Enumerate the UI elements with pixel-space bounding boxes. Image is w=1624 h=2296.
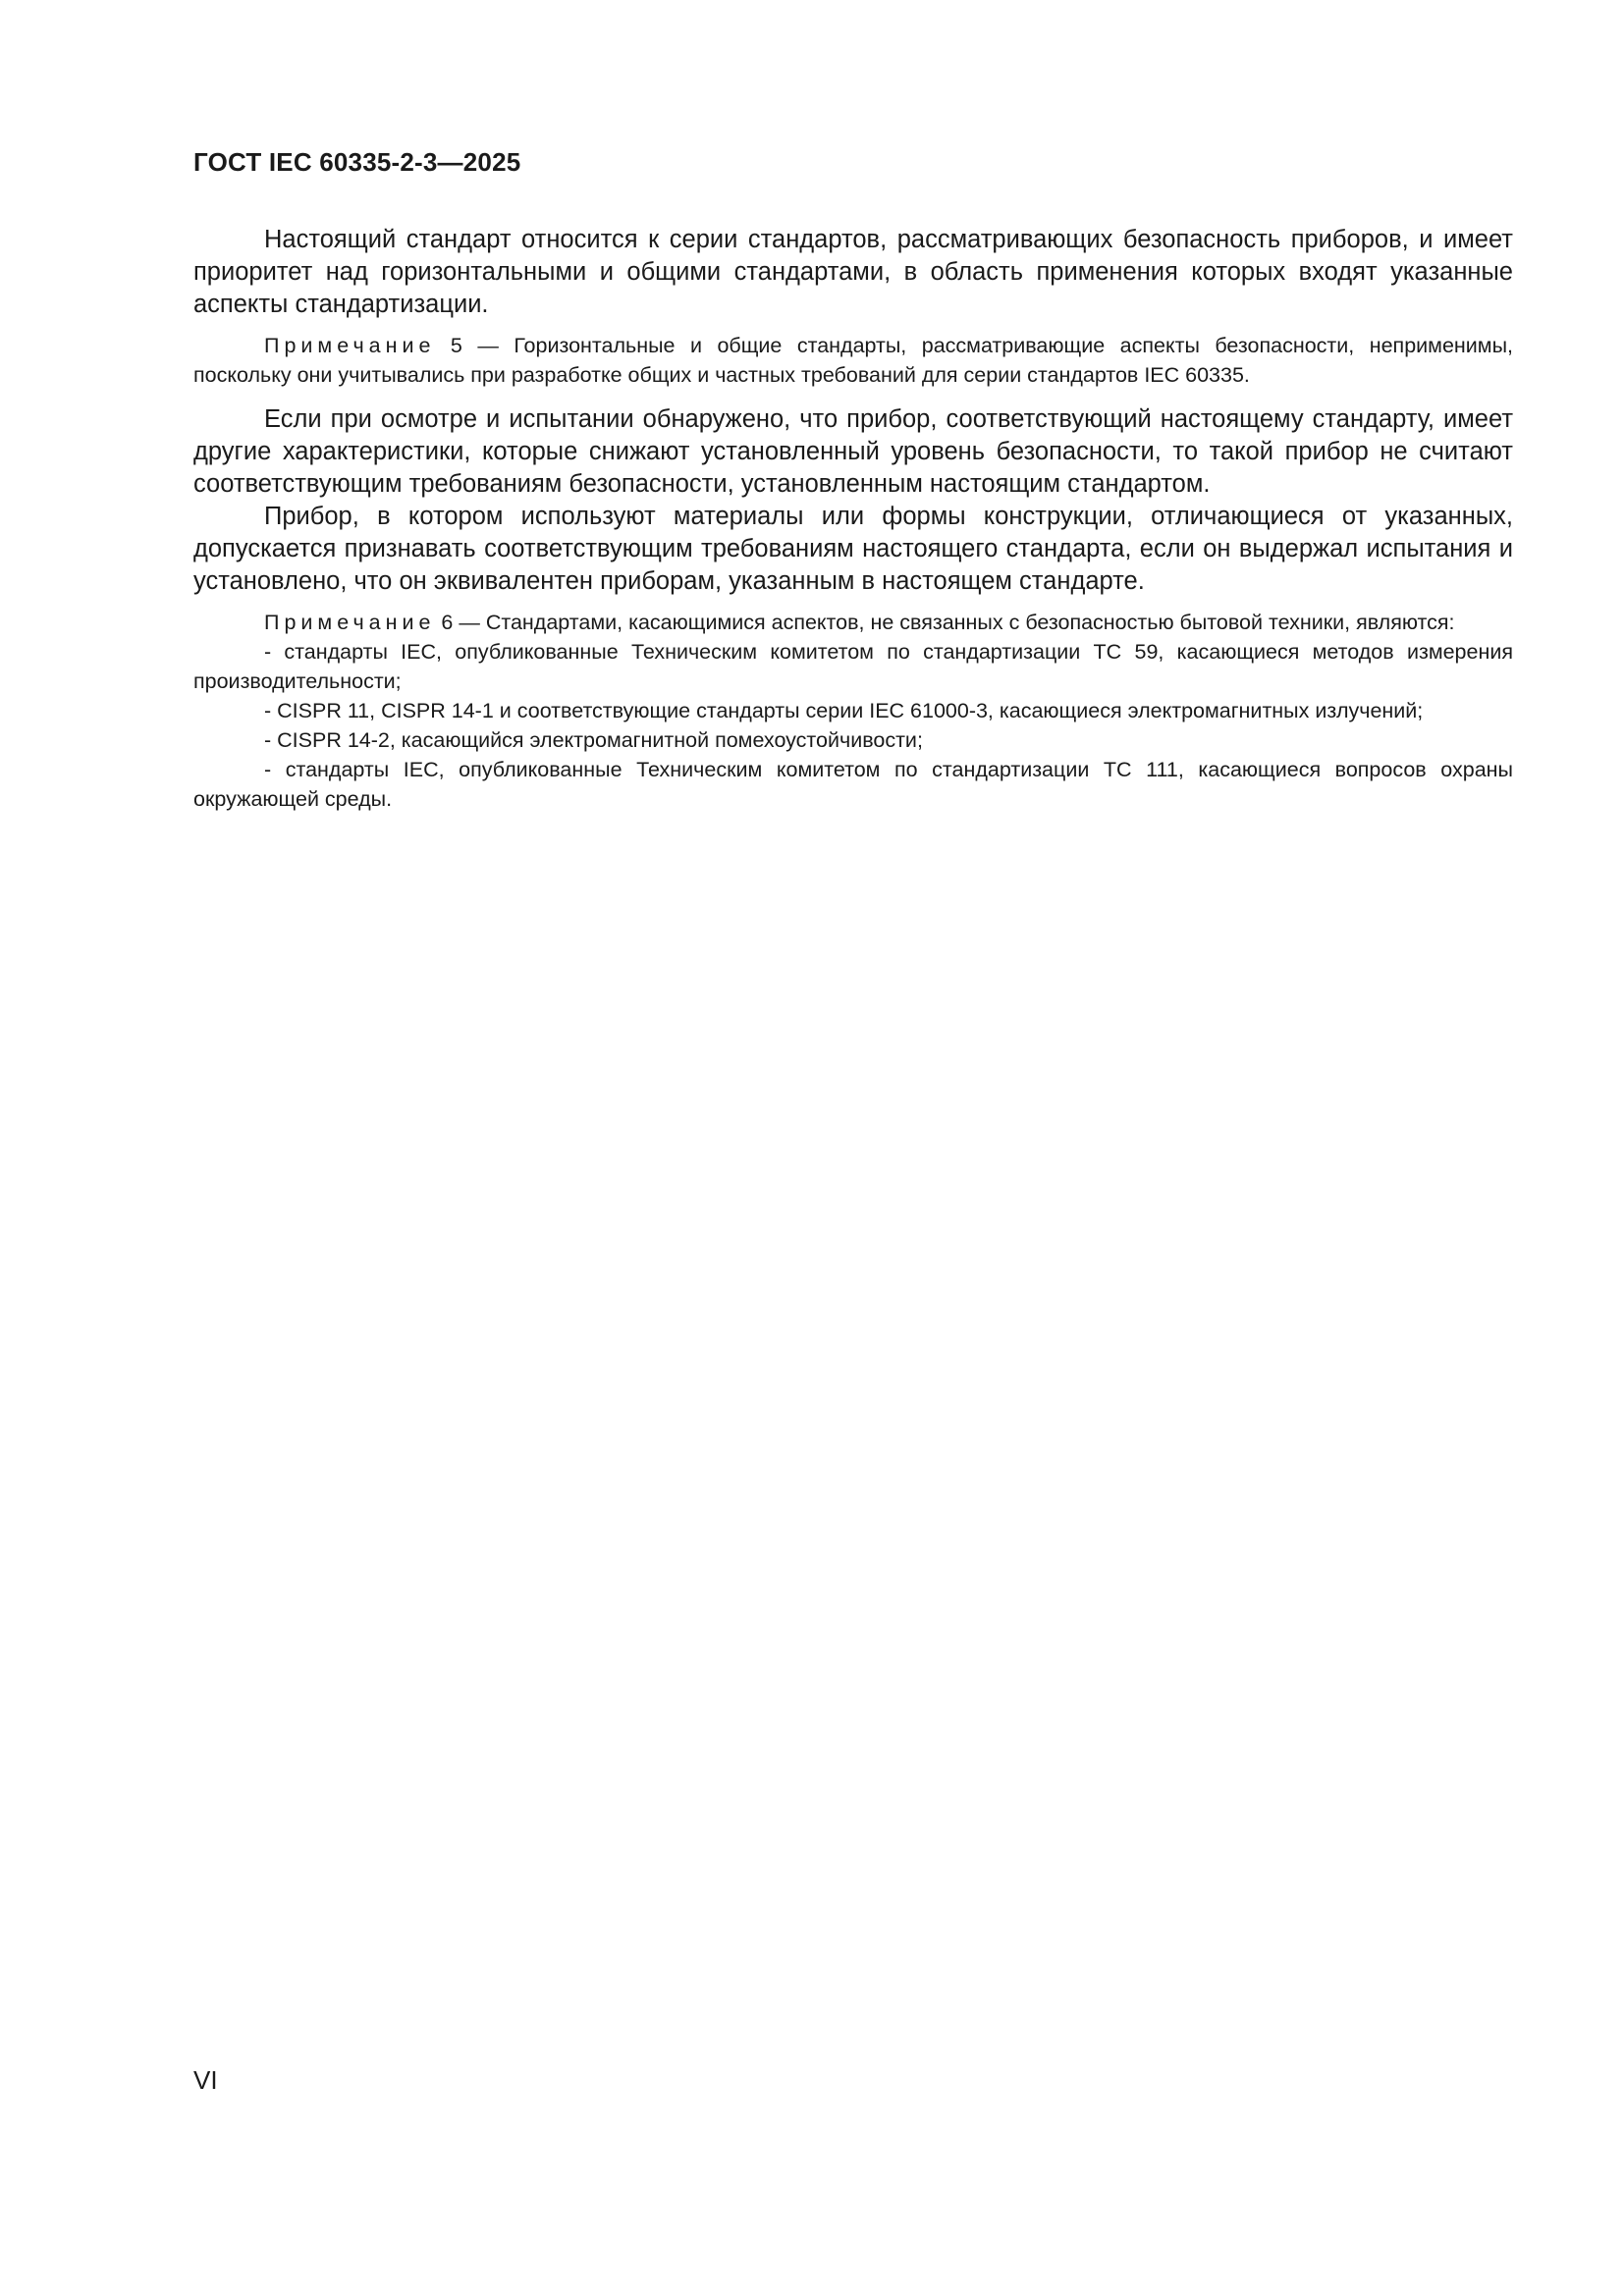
document-code-header: ГОСТ IEC 60335-2-3—2025: [193, 147, 521, 177]
note-5-text: 5 — Горизонтальные и общие стандарты, рассматривающие аспекты безопасности, неприменимы, поскольку они учитывались при разработке общих и частных требований для серии стандартов IEC 60335.: [193, 334, 1513, 387]
paragraph-scope: Настоящий стандарт относится к серии стандартов, рассматривающих безопасность приборов, и имеет приоритет над горизонтальными и общими стандартами, в область применения которых входят указанные аспекты стандартизации.: [193, 226, 1513, 318]
note-6-item: - CISPR 11, CISPR 14-1 и соответствующие стандарты серии IEC 61000-3, касающиеся электромагнитных излучений;: [264, 699, 1424, 722]
note-6-item: - стандарты IEC, опубликованные Техническим комитетом по стандартизации ТС 111, касающиеся вопросов охраны окружающей среды.: [193, 758, 1513, 811]
page-number: VI: [193, 2065, 218, 2095]
paragraph-materials: Прибор, в котором используют материалы или формы конструкции, отличающиеся от указанных, допускается признавать соответствующим требованиям настоящего стандарта, если он выдержал испытания и установлено, что он эквивалентен приборам, указанным в настоящем стандарте.: [193, 503, 1513, 595]
note-6-item: - стандарты IEC, опубликованные Техническим комитетом по стандартизации ТС 59, касающиеся методов измерения производительности;: [193, 640, 1513, 693]
note-6-text: 6 — Стандартами, касающимися аспектов, не связанных с безопасностью бытовой техники, являются:: [435, 611, 1455, 634]
note-6-label: Примечание: [264, 611, 436, 634]
note-5-label: Примечание: [264, 334, 436, 357]
note-5: [193, 331, 1513, 390]
document-body: [193, 224, 1513, 814]
note-6: [193, 608, 1513, 637]
note-6-item: - CISPR 14-2, касающийся электромагнитной помехоустойчивости;: [264, 728, 923, 752]
paragraph-inspection: Если при осмотре и испытании обнаружено, что прибор, соответствующий настоящему стандарту, имеет другие характеристики, которые снижают установленный уровень безопасности, то такой прибор не считают соответствующим требованиям безопасности, установленным настоящим стандартом.: [193, 405, 1513, 498]
